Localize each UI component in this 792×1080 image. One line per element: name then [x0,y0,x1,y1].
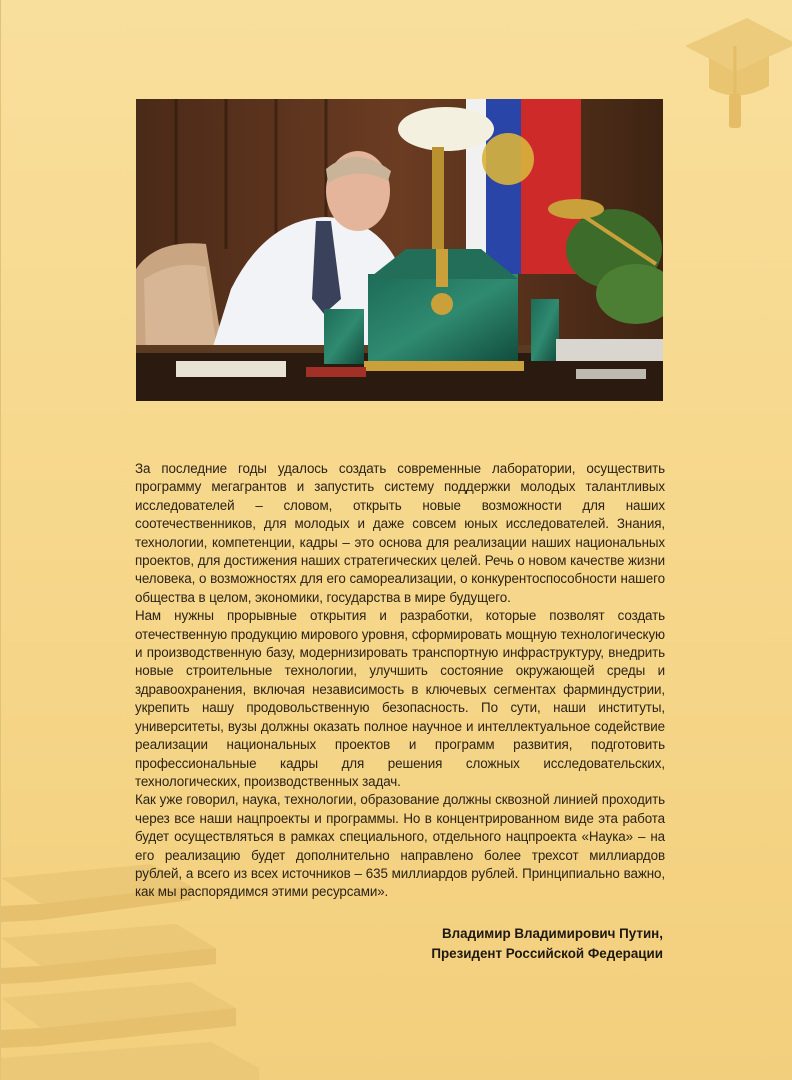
article-body [135,460,665,902]
article-paragraph: Как уже говорил, наука, технологии, образование должны сквозной линией проходить через все наши нацпроекты и программы. Но в концентрированном виде эта работа будет осуществляться в рамках специального, отдельного нацпроекта «Наука» – на его реализацию будет дополнительно направлено более трехсот миллиардов рублей, а всего из всех источников – 635 миллиардов рублей. Принципиально важно, как мы распорядимся этими ресурсами». [135,792,665,900]
graduation-cap-icon [677,6,792,136]
signature-title: Президент Российской Федерации [431,946,663,961]
article-paragraph: За последние годы удалось создать современные лаборатории, осуществить программу мегагрантов и запустить систему поддержки молодых талантливых исследователей – словом, открыть новые возможности для наших соотечественников, для молодых и даже совсем юных исследователей. Знания, технологии, компетенции, кадры – это основа для реализации наших национальных проектов, для достижения наших стратегических целей. Речь о новом качестве жизни человека, о возможностях для его самореализации, о конкурентоспособности нашего общества в целом, экономики, государства в мире будущего. [135,461,665,605]
signature-name: Владимир Владимирович Путин, [441,926,663,941]
photo-illustration [136,99,663,401]
article-paragraph: Нам нужны прорывные открытия и разработки, которые позволят создать отечественную продукцию мирового уровня, сформировать мощную технологическую и производственную базу, модернизировать транспортную инфраструктуру, внедрить новые строительные технологии, улучшить состояние окружающей среды и здравоохранения, включая независимость в ключевых сегментах фарминдустрии, укрепить нашу продовольственную безопасность. По сути, наши институты, университеты, вузы должны оказать полное научное и интеллектуальное содействие реализации национальных проектов и программ развития, подготовить профессиональные кадры для решения сложных исследовательских, технологических, производственных задач. [135,608,665,789]
